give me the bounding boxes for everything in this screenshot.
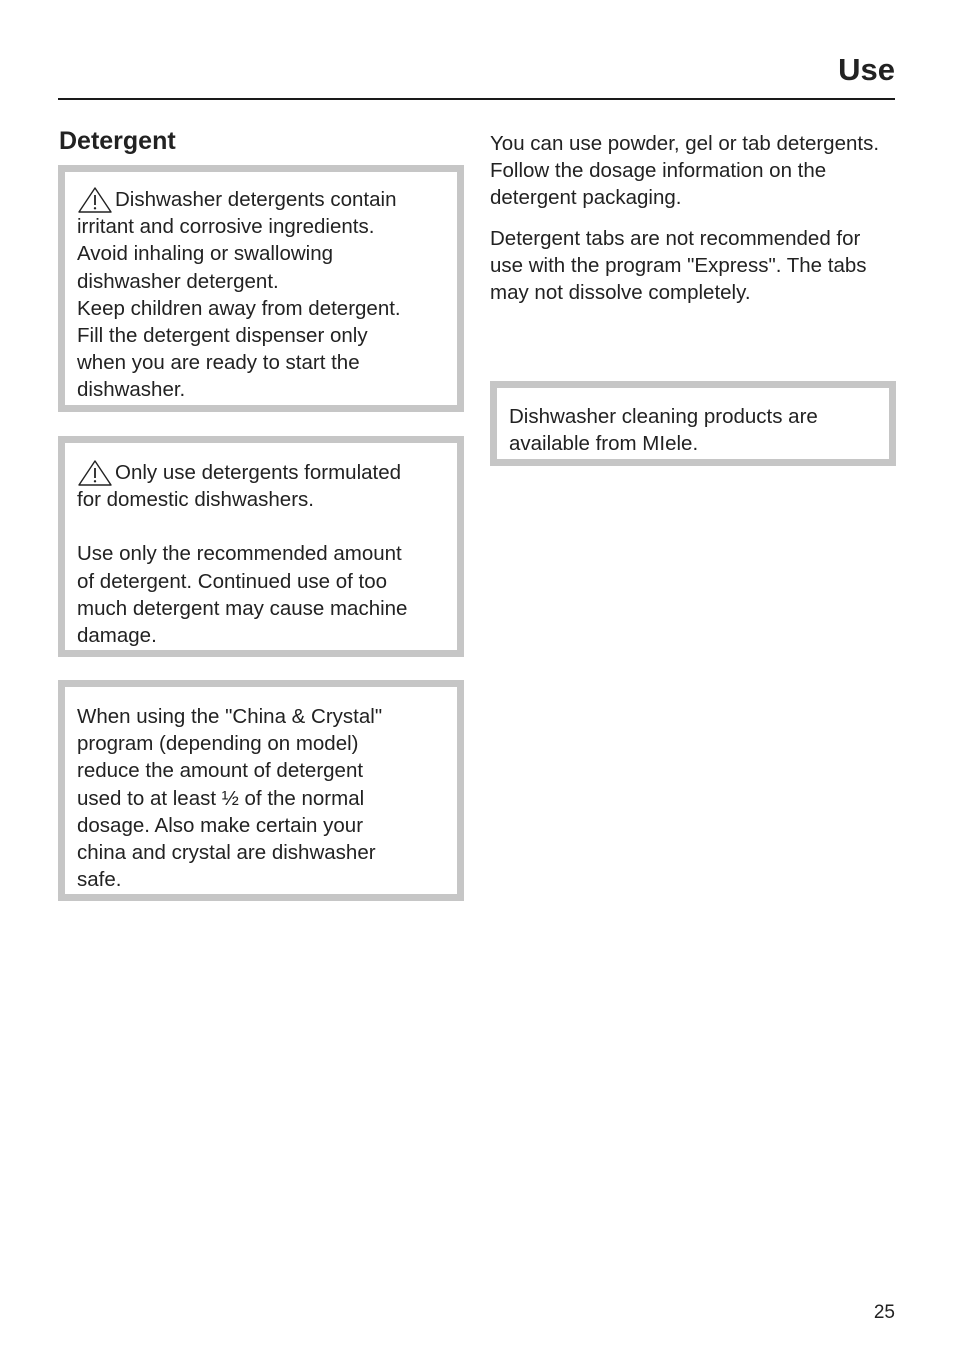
warning-triangle-icon: [77, 186, 113, 213]
warning-box-domestic: [58, 436, 464, 657]
heading-rule: [58, 98, 895, 100]
page-number: 25: [873, 1302, 895, 1323]
warning-box-corrosive: [58, 165, 464, 412]
paragraph-spacer: [77, 513, 451, 540]
info-cleaning-products-text: Dishwasher cleaning products are available from MIele.: [509, 405, 818, 456]
warning-2-body: for domestic dishwashers.: [77, 488, 314, 512]
page-heading: Use: [838, 52, 895, 87]
warning-1-first-line: Dishwasher detergents contain: [115, 188, 397, 211]
note-box-china-crystal: [58, 680, 464, 901]
warning-1-body: irritant and corrosive ingredients. Avoid inhaling or swallowing dishwasher detergent. Keep children away from detergent. Fill the detergent dispenser only when you are ready to start the dishwasher.: [77, 215, 401, 402]
warning-box-domestic-text: [77, 459, 451, 513]
info-box-cleaning-products: [490, 381, 896, 466]
warning-box-corrosive-text: [77, 186, 447, 404]
warning-2-paragraph-2: Use only the recommended amount of detergent. Continued use of too much detergent may cause machine damage.: [77, 542, 408, 648]
right-column: [490, 130, 896, 306]
detergent-types-paragraph: You can use powder, gel or tab detergents. Follow the dosage information on the detergent packaging.: [490, 132, 880, 210]
note-china-crystal-text: When using the "China & Crystal" program (depending on model) reduce the amount of detergent used to at least ½ of the normal dosage. Also make certain your china and crystal are dishwasher safe.: [77, 705, 383, 892]
section-title-detergent: Detergent: [59, 127, 176, 155]
warning-triangle-icon: [77, 459, 113, 486]
warning-2-first-line: Only use detergents formulated: [115, 461, 402, 484]
detergent-tabs-paragraph: Detergent tabs are not recommended for use with the program "Express". The tabs may not dissolve completely.: [490, 226, 867, 305]
